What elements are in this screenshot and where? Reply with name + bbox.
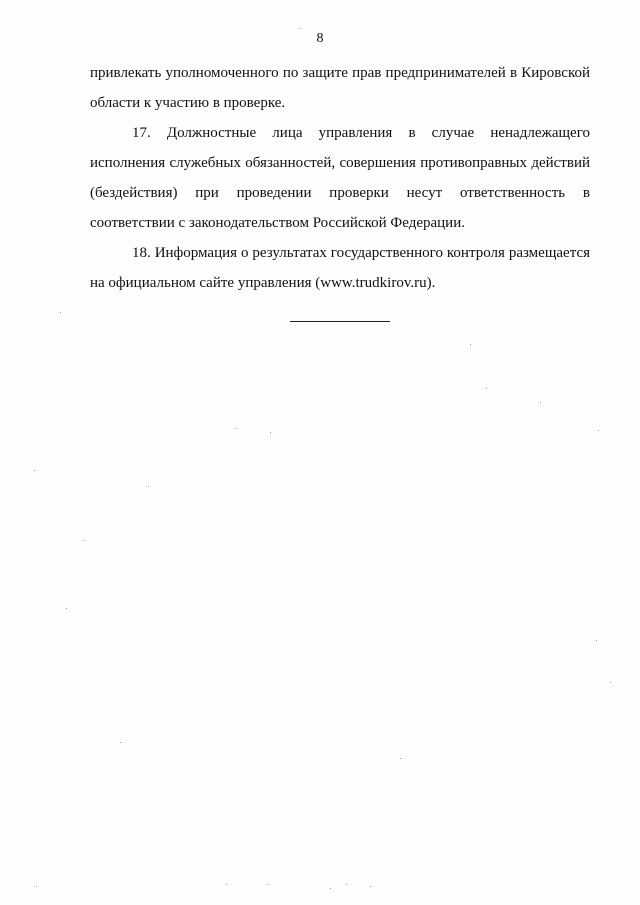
page-number: 8 bbox=[316, 31, 324, 46]
scan-speck bbox=[596, 640, 597, 641]
text-line: в соответствии с законодательством Российской Федерации. bbox=[90, 185, 590, 231]
scan-speck bbox=[610, 682, 611, 683]
text-line: на официальном сайте управления (www.trudkirov.ru). bbox=[90, 275, 436, 291]
scan-speck bbox=[330, 888, 331, 889]
document-body bbox=[90, 58, 590, 298]
scan-speck bbox=[400, 758, 401, 759]
scan-speck bbox=[270, 432, 271, 433]
scan-speck bbox=[470, 344, 471, 345]
scan-speck bbox=[66, 608, 67, 609]
scan-speck bbox=[34, 470, 35, 471]
paragraph-18 bbox=[90, 238, 590, 298]
text-line: (бездействия) при проведении проверки несут ответственность bbox=[90, 185, 566, 201]
scan-speck bbox=[300, 28, 301, 29]
scan-speck bbox=[346, 884, 347, 885]
scan-speck bbox=[370, 886, 371, 887]
scan-speck bbox=[486, 388, 487, 389]
text-line: привлекать уполномоченного по защите прав предпринимателей bbox=[90, 65, 506, 81]
text-line: 17. Должностные лица управления в случае ненадлежащего исполнения bbox=[90, 125, 590, 171]
scan-speck bbox=[120, 742, 121, 743]
scan-speck bbox=[598, 430, 599, 431]
scan-speck bbox=[268, 884, 269, 885]
scan-speck bbox=[148, 486, 149, 487]
text-line: 18. Информация о результатах государственного контроля размещается bbox=[132, 245, 590, 261]
scan-speck bbox=[60, 312, 61, 313]
text-line: в Кировской области к участию в проверке. bbox=[90, 65, 591, 111]
scan-speck bbox=[84, 540, 85, 541]
scan-speck bbox=[226, 884, 227, 885]
scan-speck bbox=[236, 428, 237, 429]
paragraph-continuation bbox=[90, 58, 590, 118]
text-line: служебных обязанностей, совершения противоправных действий bbox=[169, 155, 590, 171]
end-divider-line bbox=[290, 321, 390, 322]
scan-speck bbox=[540, 402, 541, 403]
paragraph-17 bbox=[90, 118, 590, 238]
scan-speck bbox=[36, 886, 37, 887]
